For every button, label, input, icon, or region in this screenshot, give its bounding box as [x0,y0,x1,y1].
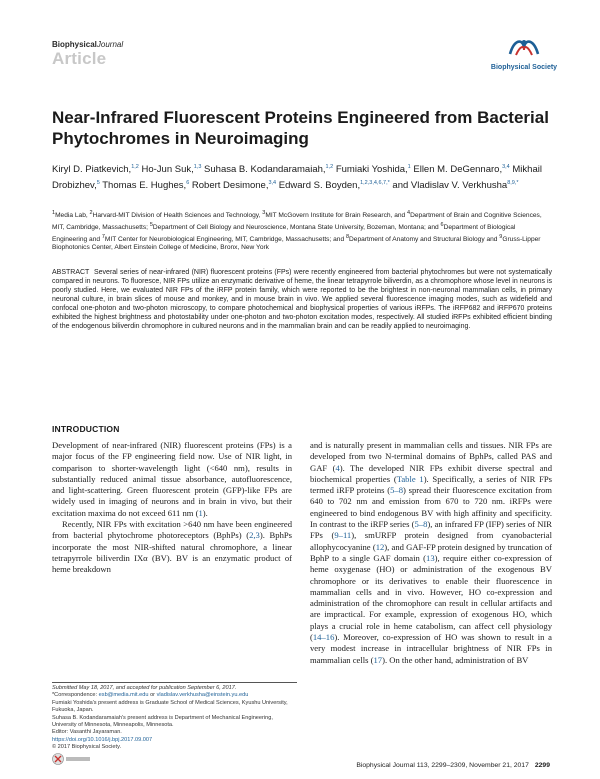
submission-dates: Submitted May 18, 2017, and accepted for publication September 6, 2017. [52,685,237,691]
body-column-left: Development of near-infrared (NIR) fluorescent proteins (FPs) is a major focus of the FP engineering field now. Use of NIR light, in comparison to shorter-wavelength light (<640 nm), results in substantially reduced animal tissue absorbance, autofluorescence, and light-scattering. Green fluorescent protein (GFP)-like FPs are widely used in imaging of neurons and in brain in vivo, but their excitation maxima do not exceed 611 nm (1). Recently, NIR FPs with excitation >640 nm have been engineered from bacterial phytochrome photoreceptors (BphPs) (2,3). BphPs incorporate the most NIR-shifted natural chromophore, a linear tetrapyrrole biliverdin IXα (BV). BV is an enzymatic product of heme breakdown [52,440,292,575]
society-logo-icon [504,36,544,58]
abstract-label: ABSTRACT [52,269,90,276]
footnote-divider [52,682,297,683]
present-address-note-2: Suhasa B. Kodandaramaiah's present address is Department of Mechanical Engineering, University of Minnesota, Minneapolis, Minnesota. [52,714,273,729]
society-logo [488,36,560,71]
footer-citation: Biophysical Journal 113, 2299–2309, November 21, 2017 [356,762,529,769]
journal-name [52,40,123,49]
affiliations: $^1$Media Lab, $^2$Harvard-MIT Division of Health Sciences and Technology, $^3$MIT McGovern Institute for Brain Research, and $^4$Department of Brain and Cognitive Sciences, MIT, Cambridge, Massachusetts; $^5$Department of Cell Biology and Neuroscience, Montana State University, Bozeman, Montana; and $^6$Department of Biological Engineering and $^7$MIT Center for Neurobiological Engineering, MIT, Cambridge, Massachusetts; and $^8$Department of Anatomy and Structural Biology and $^9$Gruss-Lipper Biophotonics Center, Albert Einstein College of Medicine, Bronx, New York [52,210,542,252]
article-type-label: Article [52,49,107,68]
email-link-boyden[interactable]: esb@media.mit.edu [98,692,149,699]
email-link-verkhusha[interactable]: vladislav.verkhusha@einstein.yu.edu [156,692,249,699]
abstract [52,268,552,331]
editor-note: Editor: Vasanthi Jayaraman. [52,729,122,736]
running-footer [300,762,550,769]
crossmark-badge[interactable] [52,752,92,766]
article-title: Near-Infrared Fluorescent Proteins Engineered from Bacterial Phytochromes in Neuroimaging [52,108,549,148]
author-list: Kiryl D. Piatkevich,$^{1,2}$ Ho-Jun Suk,$^{1,3}$ Suhasa B. Kodandaramaiah,$^{1,2}$ Fumiaki Yoshida,$^1$ Ellen M. DeGennaro,$^{3,4}$ Mikhail Drobizhev,$^5$ Thomas E. Hughes,$^6$ Robert Desimone,$^{3,4}$ Edward S. Boyden,$^{1,2,3,4,6,7,*}$ and Vladislav V. Verkhusha$^{8,9,*}$ [52,164,542,191]
copyright: © 2017 Biophysical Society. [52,744,122,751]
doi-link[interactable]: https://doi.org/10.1016/j.bpj.2017.09.007 [52,736,153,743]
section-heading-introduction: INTRODUCTION [52,424,120,434]
journal-name-bold: Biophysical [52,40,97,49]
footnotes [52,685,297,752]
crossmark-icon [52,752,92,766]
abstract-text: Several series of near-infrared (NIR) fluorescent proteins (FPs) were recently engineered from bacterial phytochromes but were not systematically compared in neurons. To fluoresce, NIR FPs utilize an enzymatic derivative of heme, the linear tetrapyrrole biliverdin, as a chromophore whose level in neurons is poorly studied. Here, we evaluated NIR FPs of the iRFP protein family, which were reported to be the brightest in non-neuronal mammalian cells, in primary neuronal culture, in brain slices of mouse and monkey, and in mouse brain in vivo. We applied several fluorescence imaging modes, such as widefield and confocal one-photon and two-photon microscopy, to compare photochemical and biophysical properties of various iRFPs. The iRFP682 and iRFP670 proteins exhibited the highest brightness and photostability under one-photon and two-photon excitation modes, respectively. All studied iRFPs exhibited efficient binding of the endogenous biliverdin chromophore in cultured neurons and in the mammalian brain and can be readily applied to neuroimaging. [52,269,552,330]
journal-name-italic: Journal [96,40,124,49]
page-number: 2299 [534,762,550,769]
society-logo-text: Biophysical Society [490,64,558,71]
correspondence: *Correspondence: esb@media.mit.edu or vladislav.verkhusha@einstein.yu.edu [52,692,249,699]
present-address-note-1: Fumiaki Yoshida's present address is Graduate School of Medical Sciences, Kyushu University, Fukuoka, Japan. [52,699,288,714]
body-column-right: and is naturally present in mammalian cells and tissues. NIR FPs are developed from two N-terminal domains of BphPs, called PAS and GAF (4). The developed NIR FPs exhibit diverse spectral and biochemical properties (Table 1). Specifically, a series of NIR FPs termed iRFP proteins (5–8) spread their fluorescence excitation from 640 to 702 nm and emission from 670 to 720 nm. iRFPs were engineered to bind endogenous BV with high affinity and specificity. In contrast to the iRFP series (5–8), an infrared FP (IFP) series of NIR FPs (9–11), smURFP protein designed from cyanobacterial allophycocyanine (12), and GAF-FP protein designed by truncation of BphP to a single GAF domain (13), require either co-expression of heme oxygenase (HO) or administration of the exogenous BV chromophore or its derivatives to enable their fluorescence in mammalian cells and in vivo. However, HO co-expression and administration of the chromophore can result in cellular artifacts and are impractical. For example, expression of exogenous HO, which plays a crucial role in heme catabolism, can affect cell physiology (14–16). Moreover, co-expression of HO was shown to result in a very modest increase in intracellular brightness of NIR FPs in mammalian cells (17). On the other hand, administration of BV [310,440,553,665]
